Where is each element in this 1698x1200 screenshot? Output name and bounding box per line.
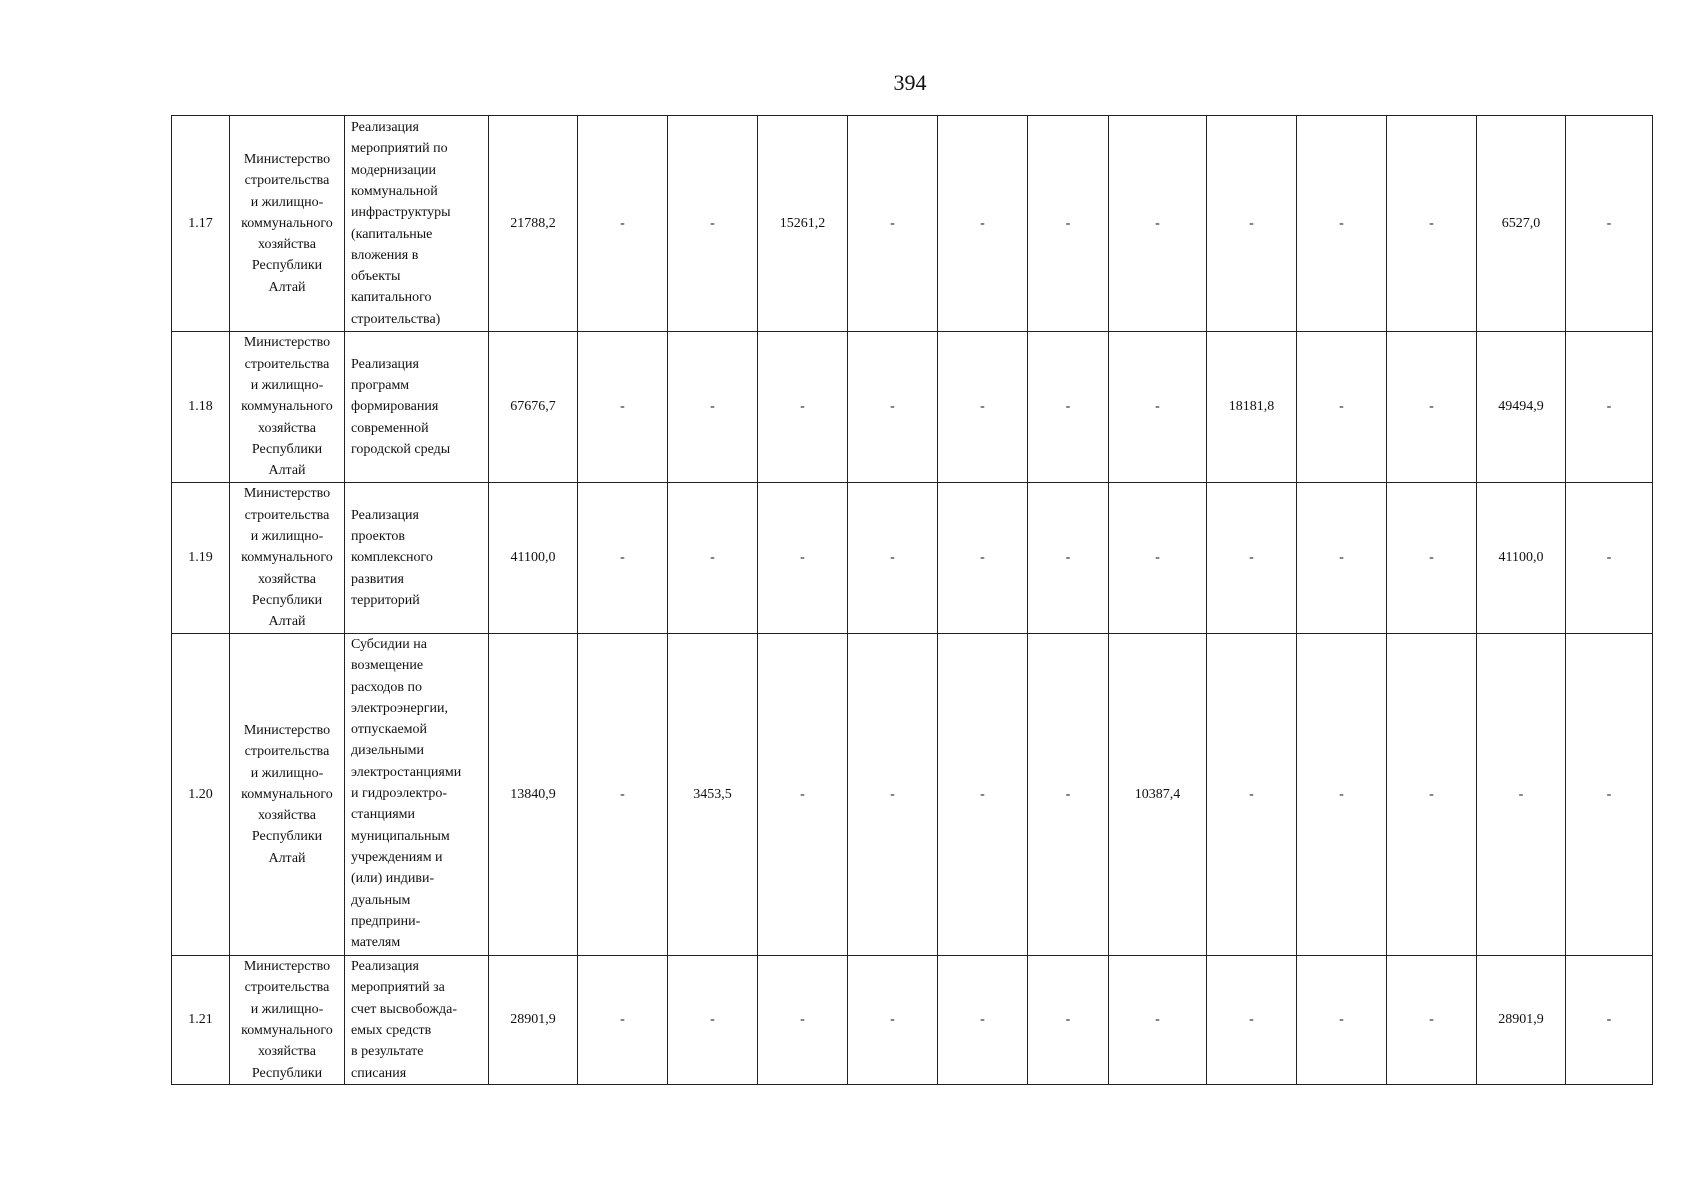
value-cell: - <box>938 483 1028 634</box>
organization-cell: Министерство строительства и жилищно- коммунального хозяйства Республики Алтай <box>230 634 345 956</box>
value-cell: - <box>1387 116 1477 332</box>
value-cell: - <box>1297 483 1387 634</box>
table-row <box>172 956 1653 1085</box>
value-cell: - <box>1297 634 1387 956</box>
value-cell: - <box>1207 483 1297 634</box>
budget-table <box>171 115 1653 1085</box>
value-cell: - <box>938 634 1028 956</box>
value-cell: 3453,5 <box>668 634 758 956</box>
value-cell: 21788,2 <box>489 116 578 332</box>
value-cell: - <box>578 332 668 483</box>
value-cell: - <box>578 483 668 634</box>
value-cell: - <box>1028 956 1109 1085</box>
organization-cell: Министерство строительства и жилищно- коммунального хозяйства Республики Алтай <box>230 116 345 332</box>
value-cell: 28901,9 <box>1477 956 1566 1085</box>
value-cell: 18181,8 <box>1207 332 1297 483</box>
value-cell: - <box>1297 116 1387 332</box>
value-cell: 13840,9 <box>489 634 578 956</box>
value-cell: - <box>1566 634 1653 956</box>
value-cell: - <box>1207 116 1297 332</box>
value-cell: - <box>1028 483 1109 634</box>
table-row <box>172 116 1653 332</box>
value-cell: - <box>848 116 938 332</box>
value-cell: - <box>1387 956 1477 1085</box>
value-cell: - <box>578 116 668 332</box>
value-cell: - <box>578 634 668 956</box>
page-number: 394 <box>893 70 927 95</box>
value-cell: - <box>1109 483 1207 634</box>
organization-cell: Министерство строительства и жилищно- коммунального хозяйства Республики Алтай <box>230 332 345 483</box>
value-cell: - <box>1477 634 1566 956</box>
row-number: 1.17 <box>172 116 230 332</box>
table-row <box>172 332 1653 483</box>
value-cell: 6527,0 <box>1477 116 1566 332</box>
value-cell: - <box>938 956 1028 1085</box>
table-row <box>172 634 1653 956</box>
value-cell: - <box>938 332 1028 483</box>
value-cell: - <box>1297 332 1387 483</box>
table-row <box>172 483 1653 634</box>
value-cell: - <box>1387 332 1477 483</box>
value-cell: 28901,9 <box>489 956 578 1085</box>
value-cell: - <box>1387 483 1477 634</box>
value-cell: - <box>668 332 758 483</box>
activity-description-cell: Реализация программ формирования современной городской среды <box>345 332 489 483</box>
organization-cell: Министерство строительства и жилищно- коммунального хозяйства Республики <box>230 956 345 1085</box>
value-cell: - <box>938 116 1028 332</box>
value-cell: - <box>578 956 668 1085</box>
activity-description-cell: Реализация мероприятий по модернизации коммунальной инфраструктуры (капитальные вложения в объекты капитального строительства) <box>345 116 489 332</box>
value-cell: - <box>1566 483 1653 634</box>
activity-description-cell: Субсидии на возмещение расходов по электроэнергии, отпускаемой дизельными электростанциями и гидроэлектро- станциями муниципальным учреждениям и (или) индиви- дуальным предприни- мателям <box>345 634 489 956</box>
value-cell: - <box>758 634 848 956</box>
value-cell: - <box>848 483 938 634</box>
value-cell: - <box>1109 116 1207 332</box>
value-cell: 41100,0 <box>1477 483 1566 634</box>
row-number: 1.20 <box>172 634 230 956</box>
value-cell: - <box>1109 956 1207 1085</box>
value-cell: - <box>848 332 938 483</box>
value-cell: - <box>1207 956 1297 1085</box>
value-cell: - <box>1566 116 1653 332</box>
value-cell: - <box>668 116 758 332</box>
value-cell: - <box>848 956 938 1085</box>
value-cell: - <box>668 956 758 1085</box>
value-cell: - <box>1028 332 1109 483</box>
value-cell: 49494,9 <box>1477 332 1566 483</box>
row-number: 1.18 <box>172 332 230 483</box>
value-cell: - <box>1028 116 1109 332</box>
value-cell: - <box>1387 634 1477 956</box>
value-cell: - <box>668 483 758 634</box>
activity-description-cell: Реализация проектов комплексного развития территорий <box>345 483 489 634</box>
value-cell: 15261,2 <box>758 116 848 332</box>
value-cell: 41100,0 <box>489 483 578 634</box>
row-number: 1.19 <box>172 483 230 634</box>
value-cell: - <box>1297 956 1387 1085</box>
value-cell: - <box>1109 332 1207 483</box>
value-cell: - <box>1207 634 1297 956</box>
value-cell: - <box>758 483 848 634</box>
value-cell: - <box>1028 634 1109 956</box>
value-cell: - <box>758 956 848 1085</box>
value-cell: - <box>1566 332 1653 483</box>
value-cell: 10387,4 <box>1109 634 1207 956</box>
activity-description-cell: Реализация мероприятий за счет высвобожда- емых средств в результате списания <box>345 956 489 1085</box>
organization-cell: Министерство строительства и жилищно- коммунального хозяйства Республики Алтай <box>230 483 345 634</box>
value-cell: 67676,7 <box>489 332 578 483</box>
value-cell: - <box>1566 956 1653 1085</box>
value-cell: - <box>758 332 848 483</box>
row-number: 1.21 <box>172 956 230 1085</box>
value-cell: - <box>848 634 938 956</box>
